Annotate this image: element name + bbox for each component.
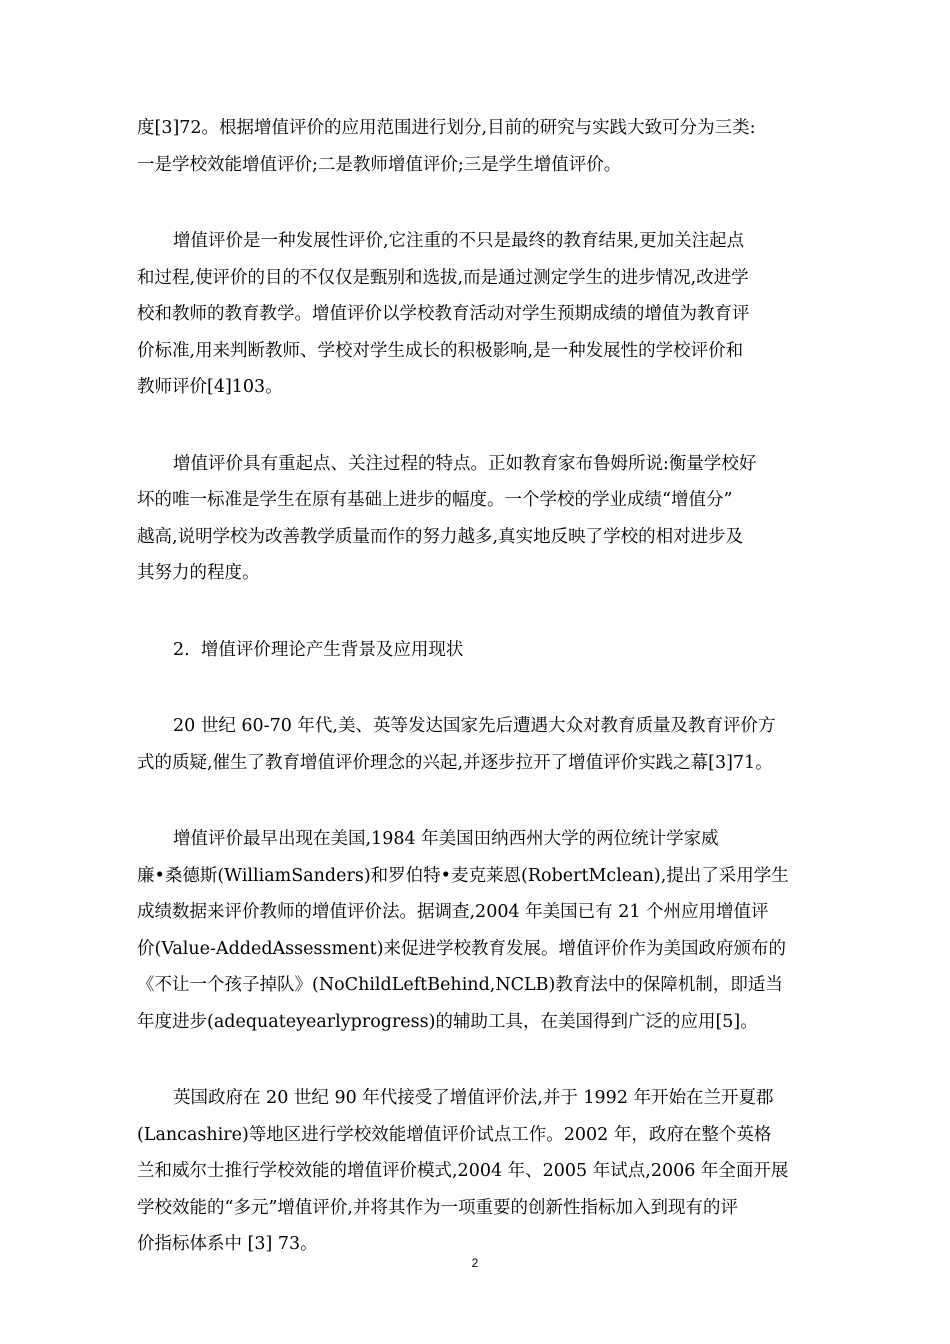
paragraph-uk: [137, 1080, 817, 1263]
heading-line: 2. 增值评价理论产生背景及应用现状: [173, 639, 464, 660]
text-line: 增值评价是一种发展性评价,它注重的不只是最终的教育结果,更加关注起点: [173, 231, 745, 251]
page-number: 2: [471, 1256, 479, 1270]
text-line: 价(Value-AddedAssessment)来促进学校教育发展。增值评价作为美国政府颁布的: [137, 938, 787, 959]
paragraph-continuation: [137, 110, 817, 183]
section-heading: [137, 632, 817, 669]
text-line: 其努力的程度。: [137, 563, 260, 583]
text-line: 增值评价具有重起点、关注过程的特点。正如教育家布鲁姆所说:衡量学校好: [173, 453, 757, 474]
text-line: 教师评价[4]103。: [137, 377, 283, 397]
text-line: 20 世纪 60-70 年代,美、英等发达国家先后遭遇大众对教育质量及教育评价方: [173, 716, 776, 736]
text-line: 廉•桑德斯(WilliamSanders)和罗伯特•麦克莱恩(RobertMclean),提出了采用学生: [137, 865, 789, 886]
paragraph-value-added-definition: [137, 223, 817, 406]
text-line: 兰和威尔士推行学校效能的增值评价模式,2004 年、2005 年试点,2006 年全面开展: [137, 1161, 789, 1181]
text-line: 学校效能的“多元”增值评价,并将其作为一项重要的创新性指标加入到现有的评: [137, 1197, 738, 1218]
paragraph-value-added-features: [137, 446, 817, 592]
text-line: 式的质疑,催生了教育增值评价理念的兴起,并逐步拉开了增值评价实践之幕[3]71。: [137, 752, 773, 773]
text-line: 坏的唯一标准是学生在原有基础上进步的幅度。一个学校的学业成绩“增值分”: [137, 490, 733, 510]
text-line: 越高,说明学校为改善教学质量而作的努力越多,真实地反映了学校的相对进步及: [137, 526, 744, 547]
text-line: 一是学校效能增值评价;二是教师增值评价;三是学生增值评价。: [137, 154, 622, 175]
text-line: 度[3]72。根据增值评价的应用范围进行划分,目前的研究与实践大致可分为三类:: [137, 118, 756, 138]
paragraph-usa: [137, 821, 817, 1040]
text-line: 校和教师的教育教学。增值评价以学校教育活动对学生预期成绩的增值为教育评: [137, 304, 750, 324]
text-line: 《不让一个孩子掉队》(NoChildLeftBehind,NCLB)教育法中的保障机制，即适当: [137, 975, 783, 995]
paragraph-background: [137, 708, 817, 781]
document-body: [137, 110, 817, 1303]
text-line: 价标准,用来判断教师、学校对学生成长的积极影响,是一种发展性的学校评价和: [137, 340, 744, 361]
text-line: 增值评价最早出现在美国,1984 年美国田纳西州大学的两位统计学家威: [173, 829, 719, 849]
text-line: 价指标体系中 [3] 73。: [137, 1234, 318, 1254]
text-line: (Lancashire)等地区进行学校效能增值评价试点工作。2002 年，政府在整个英格: [137, 1124, 772, 1145]
text-line: 成绩数据来评价教师的增值评价法。据调查,2004 年美国已有 21 个州应用增值评: [137, 902, 769, 922]
text-line: 年度进步(adequateyearlyprogress)的辅助工具，在美国得到广泛的应用[5]。: [137, 1011, 758, 1032]
text-line: 英国政府在 20 世纪 90 年代接受了增值评价法,并于 1992 年开始在兰开夏郡: [173, 1088, 774, 1108]
text-line: 和过程,使评价的目的不仅仅是甄别和选拔,而是通过测定学生的进步情况,改进学: [137, 267, 749, 288]
